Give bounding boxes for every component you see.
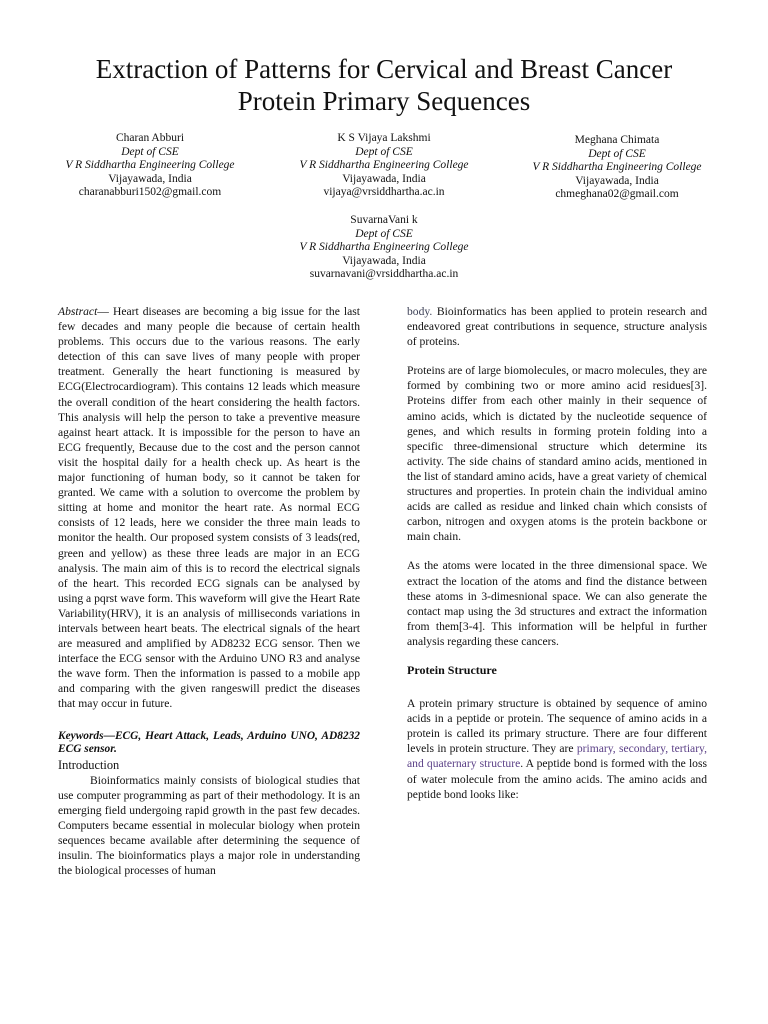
paragraph-text: Bioinformatics has been applied to protein research and endeavored great contributions in sequence, structure analysis of proteins.: [407, 305, 707, 349]
author-name: Meghana Chimata: [574, 134, 660, 146]
abstract-label: Abstract: [58, 305, 98, 318]
author-dept: Dept of CSE: [121, 145, 179, 158]
paragraph-primary-structure: [407, 696, 707, 802]
protein-structure-heading: Protein Structure: [407, 662, 497, 677]
paragraph-proteins: Proteins are of large biomolecules, or macro molecules, they are formed by combining two or more amino acid residues[3]. Proteins differ from each other mainly in their sequence of amino acids, which is dictated by the nucleotide sequence of genes, and which results in forming protein folding into a specific three-dimensional structure which determine its activity. The side chains of standard amino acids, mentioned in the list of standard amino acids, have a great variety of chemical structures and properties. In protein chain the individual amino acids are called as residue and linked chain which consists of carbon, nitrogen and oxygen atoms is the protein backbone or main chain.: [407, 364, 707, 544]
author-name: K S Vijaya Lakshmi: [337, 132, 431, 144]
right-column: [407, 304, 707, 802]
author-location: Vijayawada, India: [342, 254, 426, 267]
left-column: [58, 304, 360, 878]
author-email: suvarnavani@vrsiddhartha.ac.in: [309, 268, 459, 280]
abstract-text: — Heart diseases are becoming a big issue for the last few decades and many people die because of certain health problems. This occurs due to the various reasons. The early detection of this can save lives of many people with proper treatment. Generally the heart functioning is measured by ECG(Electrocardiogram). This contains 12 leads which measure the overall condition of the heart considering the health factors. This analysis will help the person to take a preventive measure against heart attack. It is impossible for the person to have an ECG frequently, Because due to the cost and the person cannot visit the hospital daily for a health check up. As heart is the major functioning of human body, so it cannot be taken for granted. We came with a solution to overcome the problem by sitting at home and monitor the heart rate. As normal ECG consists of 12 leads, here we consider the three main leads to monitor the health. Our proposed system consists of 3 leads(red, green and yellow) as these three leads are major in an ECG analysis. The main aim of this is to record the electrical signals of the heart. This recorded ECG signals can be analysed by using a pqrst wave form. This waveform will give the Heart Rate Variability(HRV), it is an analysis of milliseconds variations in intervals between heart beats. The electrical signals of the heart are measured and amplified by AD8232 ECG sensor. Then we interface the ECG sensor with the Arduino UNO R3 and analyse the wave form. Then the information is passed to a mobile app and comparing with the given rangeswill predict the diseases that may occur in future.: [58, 305, 360, 711]
author-block-2: [274, 132, 494, 200]
author-email: chmeghana02@gmail.com: [555, 188, 679, 200]
author-location: Vijayawada, India: [108, 172, 192, 185]
author-email: vijaya@vrsiddhartha.ac.in: [323, 186, 445, 198]
paragraph-lead: body.: [407, 305, 433, 318]
paragraph-bioinformatics: [407, 304, 707, 349]
paragraph-text-b: . A peptide bond is formed with the loss of water molecule from the amino acids. The amino acids and peptide bond looks like:: [407, 757, 707, 801]
author-college: V R Siddhartha Engineering College: [532, 161, 702, 173]
author-dept: Dept of CSE: [588, 147, 646, 160]
author-college: V R Siddhartha Engineering College: [65, 159, 235, 171]
structure-levels: primary, secondary, tertiary, and quaternary structure: [407, 742, 708, 771]
author-location: Vijayawada, India: [342, 172, 426, 185]
abstract: [58, 304, 360, 712]
author-name: Charan Abburi: [115, 132, 185, 144]
paragraph-atoms: As the atoms were located in the three dimensional space. We extract the location of the atoms and find the distance between these atoms in 3-dimesnional space. We can also generate the contact map using the 3d structures and extract the information from them[3-4]. This information will be helpful in further analysis regarding these cancers.: [407, 559, 707, 648]
introduction-text: Bioinformatics mainly consists of biological studies that use computer programming as part of their methodology. It is an emerging field undergoing rapid growth in the past few decades. Computers became essential in molecular biology when protein sequences became available after determining the sequence of insulin. The bioinformatics plays a major role in understanding the biological processes of human: [58, 773, 360, 878]
paragraph-text-a: A protein primary structure is obtained by sequence of amino acids in a peptide or protein. The sequence of amino acids in a protein is called its primary structure. There are four different levels in protein structure. They are: [407, 697, 707, 756]
author-college: V R Siddhartha Engineering College: [299, 241, 469, 253]
author-block-1: [40, 132, 260, 200]
author-dept: Dept of CSE: [355, 145, 413, 158]
keywords: Keywords—ECG, Heart Attack, Leads, Arduino UNO, AD8232 ECG sensor.: [58, 729, 360, 756]
author-block-4: [274, 214, 494, 282]
author-block-3: [507, 134, 727, 202]
author-name: SuvarnaVani k: [350, 214, 418, 226]
author-email: charanabburi1502@gmail.com: [78, 186, 222, 198]
author-college: V R Siddhartha Engineering College: [299, 159, 469, 171]
paper-title: Extraction of Patterns for Cervical and Breast Cancer Protein Primary Sequences: [95, 54, 673, 117]
author-dept: Dept of CSE: [355, 227, 413, 240]
introduction-heading: Introduction: [58, 757, 120, 772]
author-location: Vijayawada, India: [575, 174, 659, 187]
